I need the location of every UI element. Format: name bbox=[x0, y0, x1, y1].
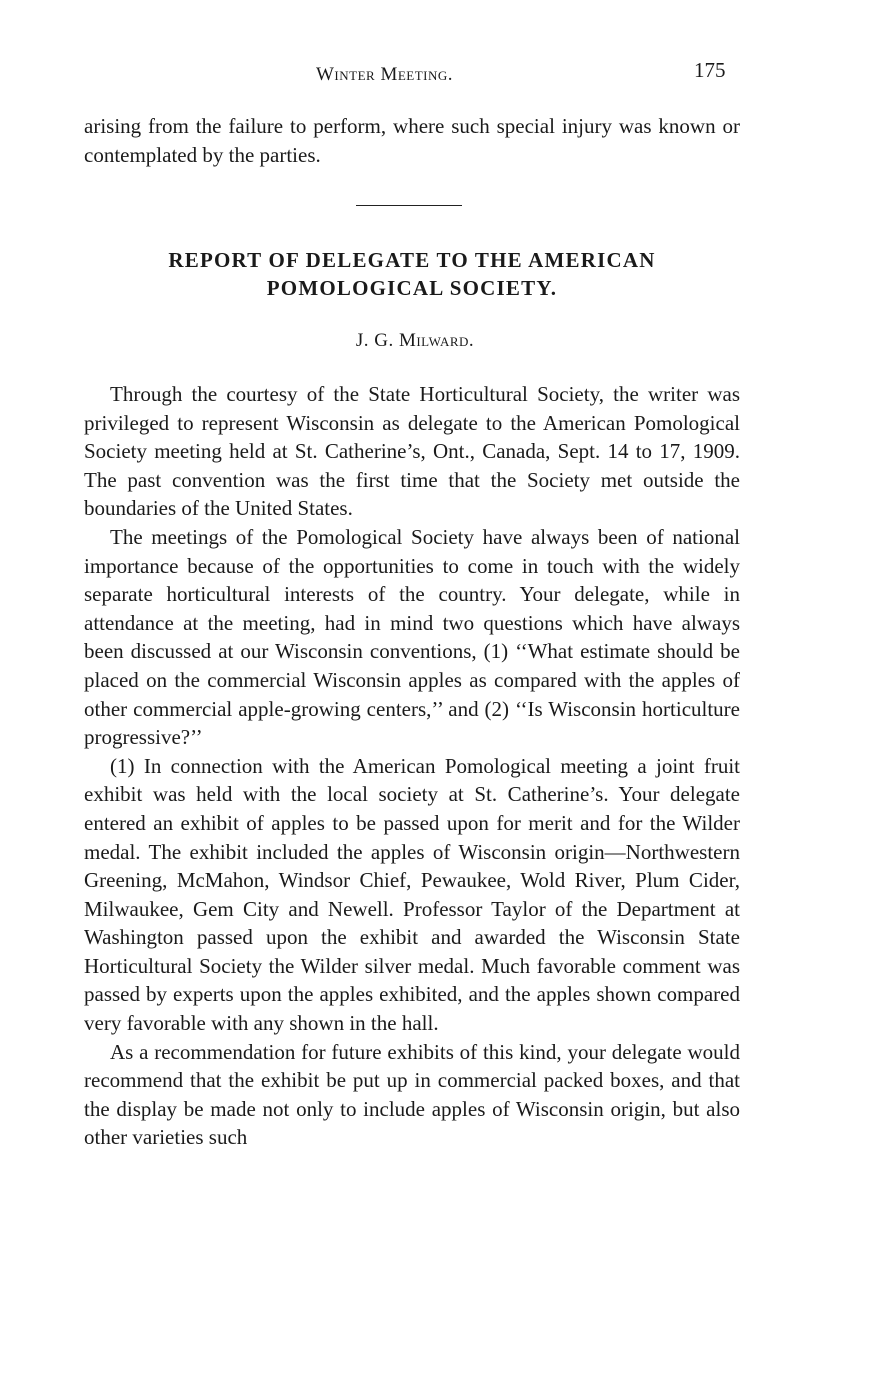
article-author: J. G. Milward. bbox=[355, 330, 475, 351]
body-paragraph: As a recommendation for future exhibits of this kind, your delegate would recommend that the exhibit be put up in commercial packed boxes, and that the display be made not only to include apples of Wisconsin origin, but also other varieties such bbox=[84, 1039, 740, 1150]
article-title: REPORT OF DELEGATE TO THE AMERICAN POMOLOGICAL SOCIETY. bbox=[168, 248, 656, 300]
running-title: Winter Meeting. bbox=[316, 64, 454, 85]
page-number: 175 bbox=[694, 58, 726, 82]
running-head bbox=[0, 58, 896, 88]
section-divider bbox=[356, 205, 462, 206]
body-paragraph: The meetings of the Pomological Society have always been of national importance because of the opportunities to come in touch with the widely separate horticultural interests of the country. Your delegate, while in attendance at the meeting, had in mind two questions which have always been discussed at our Wisconsin conventions, (1) ‘‘What estimate should be placed on the commercial Wisconsin apples as compared with the apples of other commercial apple-growing centers,’’ and (2) ‘‘Is Wisconsin horticulture progressive?’’ bbox=[84, 524, 740, 750]
continued-paragraph: arising from the failure to perform, where such special injury was known or contemplated by the parties. bbox=[84, 114, 740, 167]
body-paragraph: Through the courtesy of the State Horticultural Society, the writer was privileged to represent Wisconsin as delegate to the American Pomological Society meeting held at St. Catherine’s, Ont., Canada, Sept. 14 to 17, 1909. The past convention was the first time that the Society met outside the boundaries of the United States. bbox=[84, 382, 740, 521]
article-body bbox=[84, 380, 740, 1152]
body-paragraph: (1) In connection with the American Pomological meeting a joint fruit exhibit was held with the local society at St. Catherine’s. Your delegate entered an exhibit of apples to be passed upon for merit and for the Wilder medal. The exhibit included the apples of Wisconsin origin—Northwestern Greening, McMahon, Windsor Chief, Pewaukee, Wold River, Plum Cider, Milwaukee, Gem City and Newell. Professor Taylor of the Department at Washington passed upon the exhibit and awarded the Wisconsin State Horticultural Society the Wilder silver medal. Much favorable comment was passed by experts upon the apples exhibited, and the apples shown compared very favorable with any shown in the hall. bbox=[84, 753, 740, 1036]
